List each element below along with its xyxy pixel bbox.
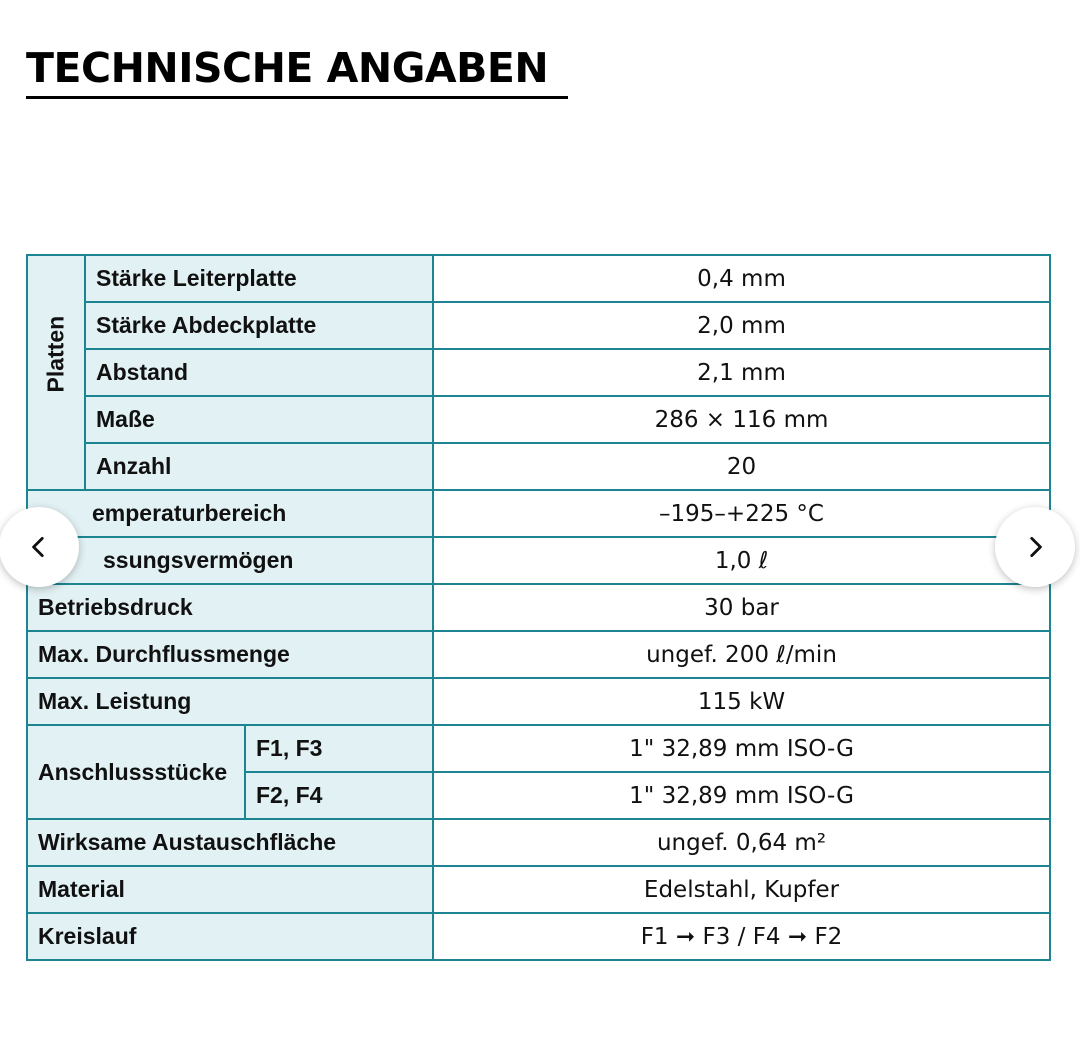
table-row — [27, 302, 1050, 349]
page-title: TECHNISCHE ANGABEN — [26, 44, 549, 92]
spec-label: Betriebsdruck — [27, 584, 433, 631]
spec-value: 1" 32,89 mm ISO-G — [433, 772, 1050, 819]
spec-label: F2, F4 — [245, 772, 433, 819]
table-row — [27, 584, 1050, 631]
spec-value: 286 × 116 mm — [433, 396, 1050, 443]
spec-value: 115 kW — [433, 678, 1050, 725]
carousel-prev-button[interactable] — [0, 507, 79, 587]
carousel-next-button[interactable] — [995, 507, 1075, 587]
spec-value: 0,4 mm — [433, 255, 1050, 302]
table-row — [27, 490, 1050, 537]
table-row — [27, 631, 1050, 678]
spec-value: Edelstahl, Kupfer — [433, 866, 1050, 913]
spec-value: 2,0 mm — [433, 302, 1050, 349]
table-row — [27, 819, 1050, 866]
spec-value: F1 ➞ F3 / F4 ➞ F2 — [433, 913, 1050, 960]
spec-label: Max. Durchflussmenge — [27, 631, 433, 678]
connectors-group-label: Anschlussstücke — [27, 725, 245, 819]
table-row — [27, 255, 1050, 302]
spec-label: Stärke Abdeckplatte — [85, 302, 433, 349]
title-underline — [26, 96, 568, 99]
spec-value: –195–+225 °C — [433, 490, 1050, 537]
spec-label: emperaturbereich — [27, 490, 433, 537]
spec-value: 20 — [433, 443, 1050, 490]
spec-label: F1, F3 — [245, 725, 433, 772]
spec-label: Maße — [85, 396, 433, 443]
spec-label: Kreislauf — [27, 913, 433, 960]
spec-label: Max. Leistung — [27, 678, 433, 725]
spec-label: Material — [27, 866, 433, 913]
table-row — [27, 866, 1050, 913]
table-row — [27, 913, 1050, 960]
table-row — [27, 349, 1050, 396]
table-row — [27, 537, 1050, 584]
specs-table — [26, 254, 1051, 961]
spec-label: ssungsvermögen — [27, 537, 433, 584]
plates-group-label: Platten — [42, 315, 69, 393]
table-row — [27, 396, 1050, 443]
spec-value: ungef. 200 ℓ/min — [433, 631, 1050, 678]
chevron-left-icon — [26, 534, 52, 560]
spec-value: 1" 32,89 mm ISO-G — [433, 725, 1050, 772]
spec-label: Abstand — [85, 349, 433, 396]
table-row — [27, 678, 1050, 725]
spec-value: 30 bar — [433, 584, 1050, 631]
plates-group-cell — [27, 255, 85, 490]
spec-value: 1,0 ℓ — [433, 537, 1050, 584]
spec-value: 2,1 mm — [433, 349, 1050, 396]
spec-label: Stärke Leiterplatte — [85, 255, 433, 302]
spec-label: Wirksame Austauschfläche — [27, 819, 433, 866]
spec-value: ungef. 0,64 m² — [433, 819, 1050, 866]
chevron-right-icon — [1022, 534, 1048, 560]
table-row — [27, 443, 1050, 490]
table-row — [27, 725, 1050, 772]
spec-label: Anzahl — [85, 443, 433, 490]
